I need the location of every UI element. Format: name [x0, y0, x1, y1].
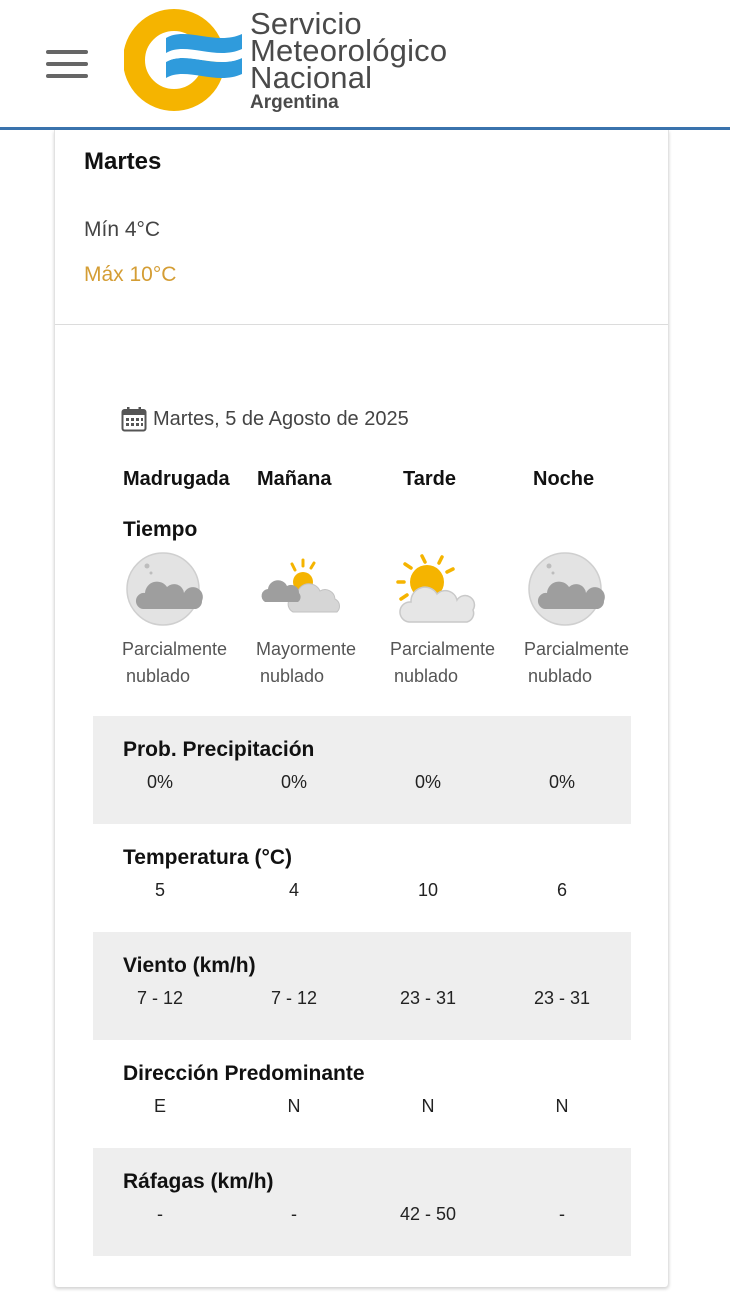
row-value: 5: [154, 880, 165, 900]
logo-line: Nacional: [250, 60, 373, 95]
row-label: Dirección Predominante: [123, 1062, 365, 1085]
smn-logo-mark-icon: [124, 8, 246, 112]
row-label: Viento (km/h): [123, 954, 256, 977]
row-value: 10: [417, 880, 439, 900]
weather-desc-line1: Parcialmente: [122, 639, 228, 659]
weather-description: [390, 636, 520, 690]
hamburger-menu-icon[interactable]: [44, 48, 90, 82]
period-headers: [55, 468, 670, 496]
night-partly-cloudy-icon: [527, 552, 613, 628]
row-value: 0%: [548, 772, 575, 792]
tiempo-label: Tiempo: [123, 518, 198, 541]
wind-row: [93, 932, 631, 1040]
period-noche: Noche: [533, 468, 595, 490]
night-partly-cloudy-icon: [125, 552, 211, 628]
period-tarde: Tarde: [403, 468, 456, 490]
forecast-card: [54, 130, 669, 1287]
wind-direction-row: [93, 1040, 631, 1148]
logo-subtitle: Argentina: [250, 92, 339, 113]
row-value: 23 - 31: [533, 988, 591, 1008]
row-value: N: [287, 1096, 301, 1116]
row-value: 7 - 12: [136, 988, 184, 1008]
weather-desc-line1: Parcialmente: [390, 639, 496, 659]
row-label: Temperatura (°C): [123, 846, 293, 869]
weather-desc-line1: Mayormente: [256, 639, 357, 659]
menu-bar: [46, 50, 88, 54]
logo-line: Servicio: [250, 6, 362, 41]
weather-description: [524, 636, 654, 690]
row-value: 0%: [280, 772, 307, 792]
row-value: 42 - 50: [399, 1204, 457, 1224]
row-value: -: [291, 1204, 297, 1224]
date-text: Martes, 5 de Agosto de 2025: [153, 407, 409, 430]
weather-desc-line2: nublado: [126, 666, 191, 686]
forecast-date: [121, 406, 409, 432]
menu-bar: [46, 62, 88, 66]
row-value: 23 - 31: [399, 988, 457, 1008]
row-value: N: [421, 1096, 435, 1116]
calendar-icon: [121, 406, 147, 432]
row-value: 7 - 12: [270, 988, 318, 1008]
day-title: Martes: [84, 148, 162, 175]
day-partly-cloudy-icon: [395, 552, 481, 628]
site-header: [0, 0, 730, 130]
smn-logo[interactable]: [124, 8, 469, 120]
weather-desc-line2: nublado: [394, 666, 459, 686]
logo-line: Meteorológico: [250, 33, 448, 68]
weather-desc-line1: Parcialmente: [524, 639, 630, 659]
menu-bar: [46, 74, 88, 78]
row-value: E: [153, 1096, 166, 1116]
mostly-cloudy-icon: [259, 552, 345, 628]
row-value: N: [555, 1096, 569, 1116]
weather-desc-line2: nublado: [260, 666, 325, 686]
period-manana: Mañana: [257, 468, 332, 490]
weather-description: [122, 636, 252, 690]
min-temperature: Mín 4°C: [84, 218, 161, 241]
row-value: -: [157, 1204, 163, 1224]
gusts-row: [93, 1148, 631, 1256]
logo-text: [250, 6, 448, 115]
max-temperature: Máx 10°C: [84, 263, 177, 286]
row-value: 4: [288, 880, 299, 900]
row-value: -: [559, 1204, 565, 1224]
period-madrugada: Madrugada: [123, 468, 230, 490]
weather-description: [256, 636, 386, 690]
precipitation-row: [93, 716, 631, 824]
divider: [55, 324, 668, 325]
row-value: 0%: [146, 772, 173, 792]
temperature-row: [93, 824, 631, 932]
row-label: Ráfagas (km/h): [123, 1170, 274, 1193]
row-value: 6: [556, 880, 567, 900]
row-value: 0%: [414, 772, 441, 792]
row-label: Prob. Precipitación: [123, 738, 315, 761]
weather-desc-line2: nublado: [528, 666, 593, 686]
